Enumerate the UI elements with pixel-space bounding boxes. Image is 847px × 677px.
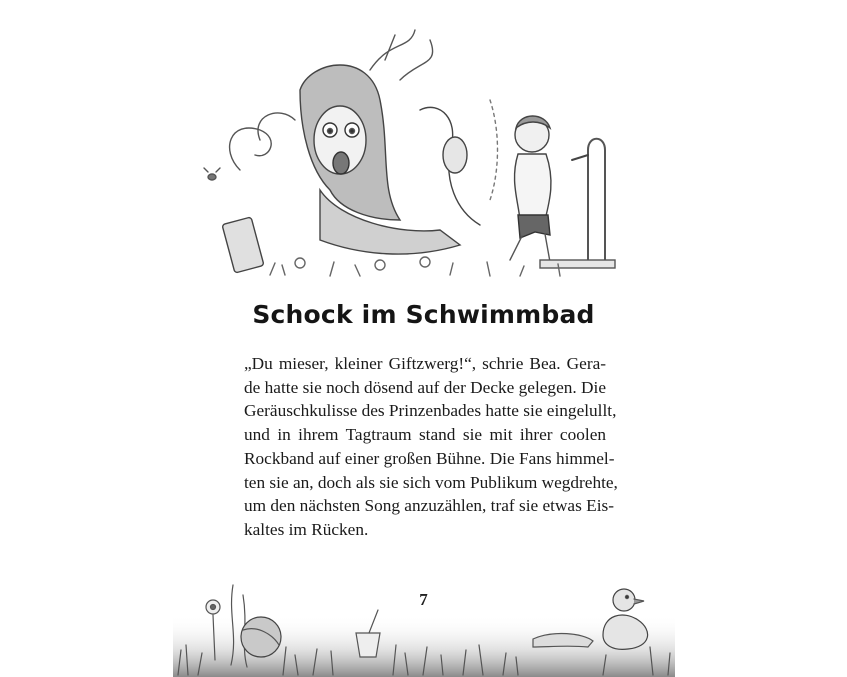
body-line: und in ihrem Tagtraum stand sie mit ihrer coolen [244, 425, 606, 445]
boy-legs [510, 234, 550, 262]
boy-body [515, 154, 551, 220]
motion-swirl-left [230, 128, 272, 170]
shower-base [540, 260, 615, 268]
bottle [222, 217, 264, 273]
body-line: Geräuschkulisse des Prinzenbades hatte sie eingelullt, [244, 401, 617, 421]
body-line: kaltes im Rücken. [244, 519, 369, 539]
girl-mouth [333, 152, 349, 174]
chapter-title: Schock im Schwimmbad [252, 300, 595, 329]
body-line: de hatte sie noch dösend auf der Decke gelegen. Die [244, 377, 606, 397]
chapter-body [244, 352, 618, 542]
chapter-illustration [200, 20, 630, 280]
water-splash [370, 30, 433, 80]
ball-icon [241, 617, 281, 657]
body-line: um den nächsten Song anzuzählen, traf sie etwas Eis- [244, 496, 614, 516]
body-line: „Du mieser, kleiner Giftzwerg!“, schrie Bea. Gera- [244, 354, 606, 373]
body-line: Rockband auf einer großen Bühne. Die Fans himmel- [244, 448, 615, 468]
fly-icon [204, 168, 220, 180]
motion-swirl-left-2 [258, 113, 295, 140]
shower-pole [588, 139, 605, 265]
flowers [270, 257, 560, 276]
shower-head [572, 155, 588, 160]
page-number: 7 [419, 590, 428, 609]
water-arc [490, 100, 498, 200]
body-line: ten sie an, doch als sie sich vom Publikum wegdrehte, [244, 472, 618, 492]
